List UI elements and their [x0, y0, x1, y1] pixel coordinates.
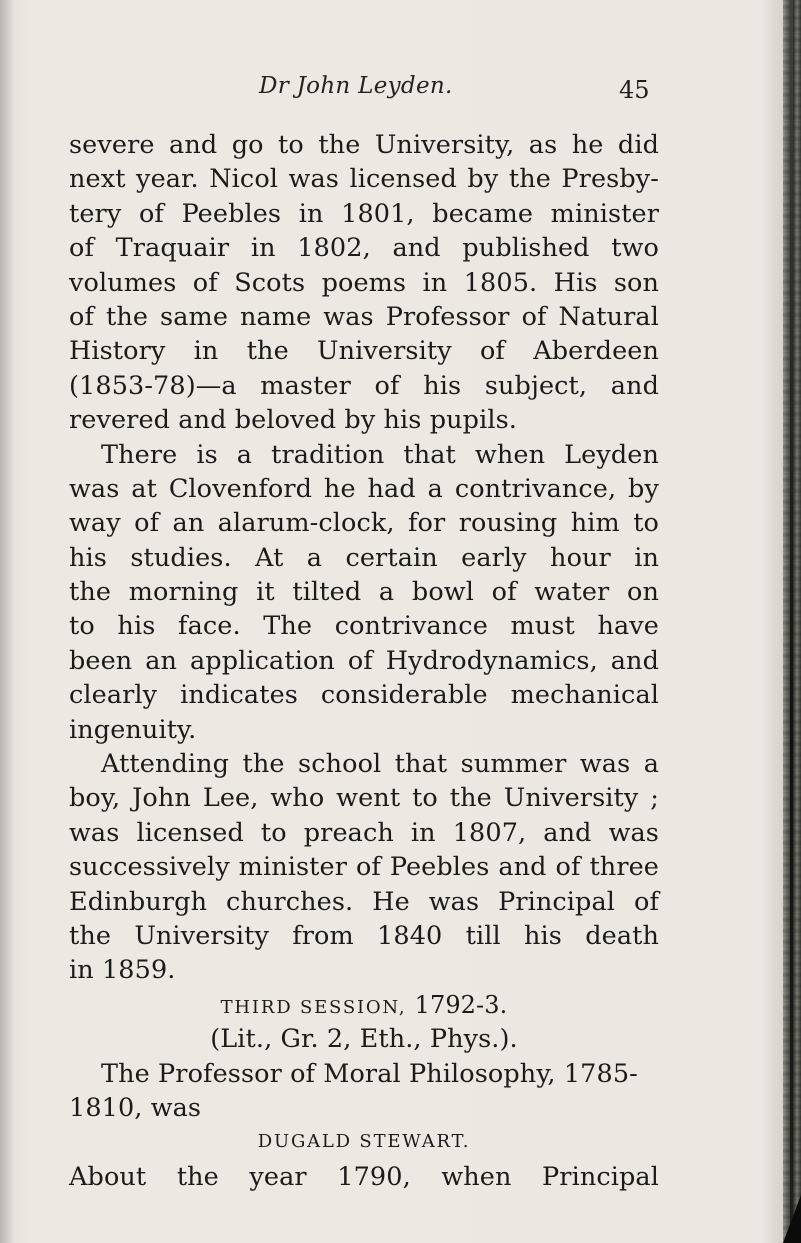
spine-corner-shadow — [783, 1195, 801, 1243]
text-line: About the year 1790, when Principal — [69, 1161, 659, 1192]
text-line: Edinburgh churches. He was Principal of — [69, 886, 659, 917]
text-line: 1810, was — [69, 1092, 202, 1123]
text-line: ingenuity. — [69, 714, 197, 745]
page-header — [0, 73, 801, 113]
section-title: THIRD SESSION, — [220, 996, 407, 1018]
paragraph-first-line: Attending the school that summer was a — [101, 749, 659, 780]
text-line: revered and beloved by his pupils. — [69, 405, 517, 436]
text-line: been an application of Hydrodynamics, and — [69, 645, 659, 676]
running-head: Dr John Leyden. — [259, 73, 453, 99]
text-line: clearly indicates considerable mechanical — [69, 680, 659, 711]
text-line: the morning it tilted a bowl of water on — [69, 577, 659, 608]
text-line: successively minister of Peebles and of three — [69, 852, 659, 883]
section-year: 1792-3. — [414, 990, 508, 1019]
text-line: severe and go to the University, as he did — [69, 130, 659, 160]
text-line: was licensed to preach in 1807, and was — [69, 817, 659, 848]
text-line: next year. Nicol was licensed by the Presby- — [69, 164, 659, 195]
text-line: boy, John Lee, who went to the University ; — [69, 783, 659, 814]
spine-dark-line — [790, 0, 793, 1243]
text-line: the University from 1840 till his death — [69, 920, 659, 951]
text-line: volumes of Scots poems in 1805. His son — [69, 267, 659, 298]
paragraph-first-line: There is a tradition that when Leyden — [101, 439, 659, 470]
professor-name-heading: DUGALD STEWART. — [257, 1131, 471, 1153]
text-line: way of an alarum-clock, for rousing him to — [69, 508, 659, 539]
text-line: was at Clovenford he had a contrivance, by — [69, 473, 659, 504]
course-list: (Lit., Gr. 2, Eth., Phys.). — [210, 1024, 518, 1055]
text-line: to his face. The contrivance must have — [69, 611, 659, 642]
text-line: of the same name was Professor of Natural — [69, 301, 659, 332]
text-line: tery of Peebles in 1801, became minister — [69, 198, 659, 229]
page-number: 45 — [619, 76, 650, 104]
text-line: in 1859. — [69, 955, 176, 986]
page-gutter-shadow — [0, 0, 14, 1243]
text-line: of Traquair in 1802, and published two — [69, 233, 659, 264]
section-heading — [69, 988, 659, 1022]
text-line: History in the University of Aberdeen — [69, 336, 659, 367]
body-text — [69, 128, 659, 1194]
paragraph-first-line: The Professor of Moral Philosophy, 1785- — [101, 1058, 638, 1089]
text-line: (1853-78)—a master of his subject, and — [69, 370, 659, 401]
text-line: his studies. At a certain early hour in — [69, 542, 659, 573]
